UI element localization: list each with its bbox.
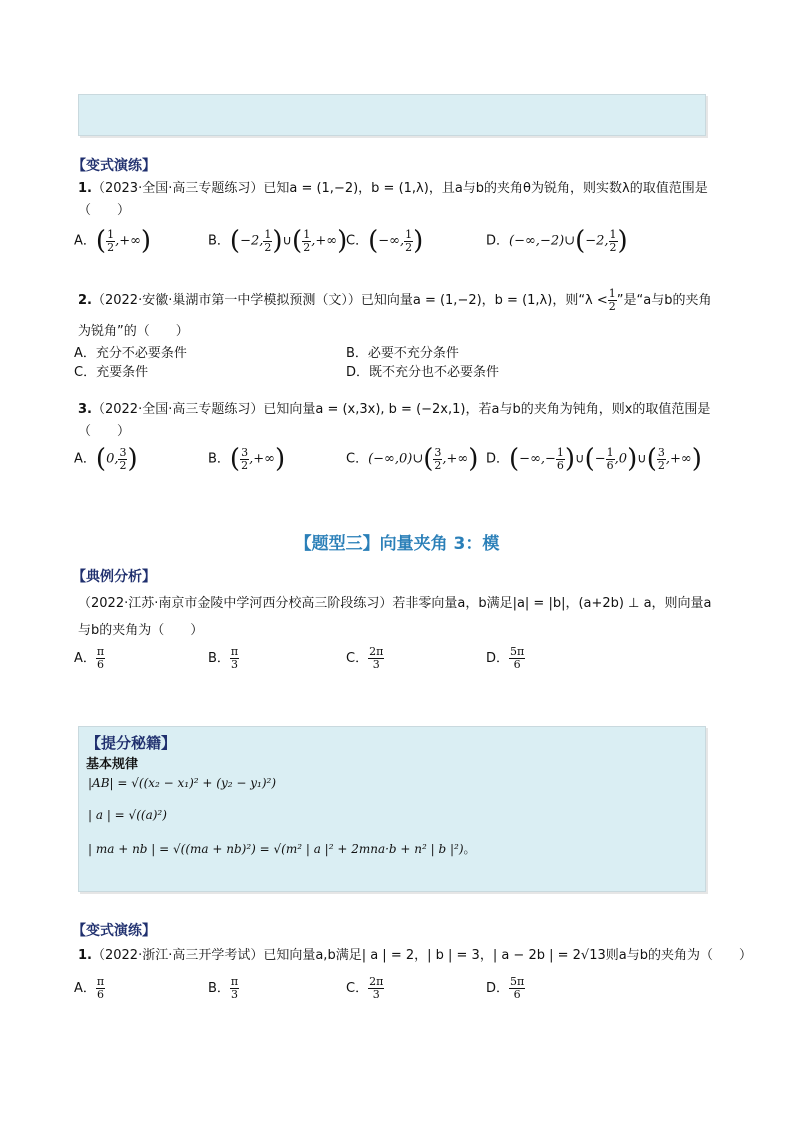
top-highlight-box	[78, 94, 706, 136]
option-b: B． $\frac{\pi}{3}$	[208, 975, 239, 1001]
option-a: A． $\frac{\pi}{6}$	[74, 975, 105, 1001]
question-stem: 已知a = (1,−2)，b = (1,λ)，且a与b的夹角θ为锐角，则实数λ的取值范围是	[263, 181, 708, 196]
formula-ab-length: |AB| = √((x₂ − x₁)² + (y₂ − y₁)²)	[88, 776, 276, 790]
question-3	[78, 398, 710, 417]
question-number: 2.	[78, 293, 92, 308]
option-label: A．	[74, 233, 96, 249]
section-heading-example: 【典例分析】	[72, 569, 156, 585]
option-b: B． $\frac{\pi}{3}$	[208, 645, 239, 671]
question-source: （2022·浙江·高三开学考试）	[91, 948, 264, 963]
option-c: C．(−∞, $\frac{1}{2}$ )	[346, 226, 424, 256]
question-number: 3.	[78, 402, 92, 417]
question-stem: 已知向量a = (1,−2)，b = (1,λ)，则“λ <	[360, 293, 608, 308]
option-c: C．(−∞,0)∪( $\frac{3}{2}$ ,+∞)	[346, 444, 479, 474]
section-title: 【题型三】向量夹角 3：模	[294, 534, 500, 554]
option-d: D． $\frac{5\pi}{6}$	[486, 975, 525, 1001]
option-c: C． $\frac{2\pi}{3}$	[346, 975, 384, 1001]
option-a: A．(0, $\frac{3}{2}$ )	[74, 444, 138, 474]
section-heading-variant-practice-2: 【变式演练】	[72, 923, 156, 939]
formula-vector-magnitude: | a | = √((a)²)	[88, 808, 167, 822]
option-d: D．(−∞,− $\frac{1}{6}$ )∪(− $\frac{1}{6}$ ,0)∪( $\frac{3}{2}$ ,+∞)	[486, 444, 702, 474]
fraction: $\frac{1}{2}$	[107, 227, 115, 254]
question-source: （2022·安徽·巢湖市第一中学模拟预测（文））	[91, 293, 361, 308]
option-a: A．充分不必要条件	[74, 346, 187, 361]
fraction: $\frac{1}{2}$	[608, 287, 616, 313]
option-d: D．既不充分也不必要条件	[346, 365, 500, 380]
question-source: （2023·全国·高三专题练习）	[91, 181, 264, 196]
question-source: （2022·全国·高三专题练习）	[91, 402, 264, 417]
option-label: B．	[208, 233, 230, 249]
option-label: D．	[486, 233, 510, 249]
option-b: B．( $\frac{3}{2}$ ,+∞)	[208, 444, 286, 474]
option-b: B．必要不充分条件	[346, 346, 459, 361]
question-number: 1.	[78, 181, 92, 196]
tips-heading: 【提分秘籍】	[86, 734, 177, 752]
answer-blank: （ ）	[78, 424, 131, 439]
example-question: （2022·江苏·南京市金陵中学河西分校高三阶段练习）若非零向量a，b满足|a| = |b|，(a+2b) ⊥ a，则向量a	[78, 596, 712, 611]
tips-subheading: 基本规律	[86, 757, 139, 772]
option-d: D． $\frac{5\pi}{6}$	[486, 645, 525, 671]
example-question-cont: 与b的夹角为（ ）	[78, 623, 204, 638]
answer-blank: （ ）	[78, 203, 131, 218]
question-stem: 已知向量a,b满足| a | = 2，| b | = 3，| a − 2b | = 2√13则a与b的夹角为（ ）	[263, 948, 752, 963]
question-1	[78, 944, 752, 963]
question-stem-cont: ”是“a与b的夹角	[616, 293, 712, 308]
question-2	[78, 288, 711, 313]
option-c: C．充要条件	[74, 365, 149, 380]
question-2-cont: 为锐角”的（ ）	[78, 324, 189, 339]
option-c: C． $\frac{2\pi}{3}$	[346, 645, 384, 671]
question-stem: 已知向量a = (x,3x), b = (−2x,1)，若a与b的夹角为钝角，则x的取值范围是	[263, 402, 711, 417]
section-heading-variant-practice: 【变式演练】	[72, 158, 156, 174]
option-a: A．( $\frac{1}{2}$ ,+∞)	[74, 226, 152, 256]
option-d: D．(−∞,−2)∪(−2, $\frac{1}{2}$ )	[486, 226, 628, 256]
question-number: 1.	[78, 948, 92, 963]
option-b: B．(−2, $\frac{1}{2}$ )∪( $\frac{1}{2}$ ,+∞)	[208, 226, 348, 256]
formula-linear-combination: | ma + nb | = √((ma + nb)²) = √(m² | a |² + 2mna·b + n² | b |²)。	[88, 842, 476, 856]
option-label: C．	[346, 233, 369, 249]
question-1	[78, 177, 708, 196]
option-a: A． $\frac{\pi}{6}$	[74, 645, 105, 671]
